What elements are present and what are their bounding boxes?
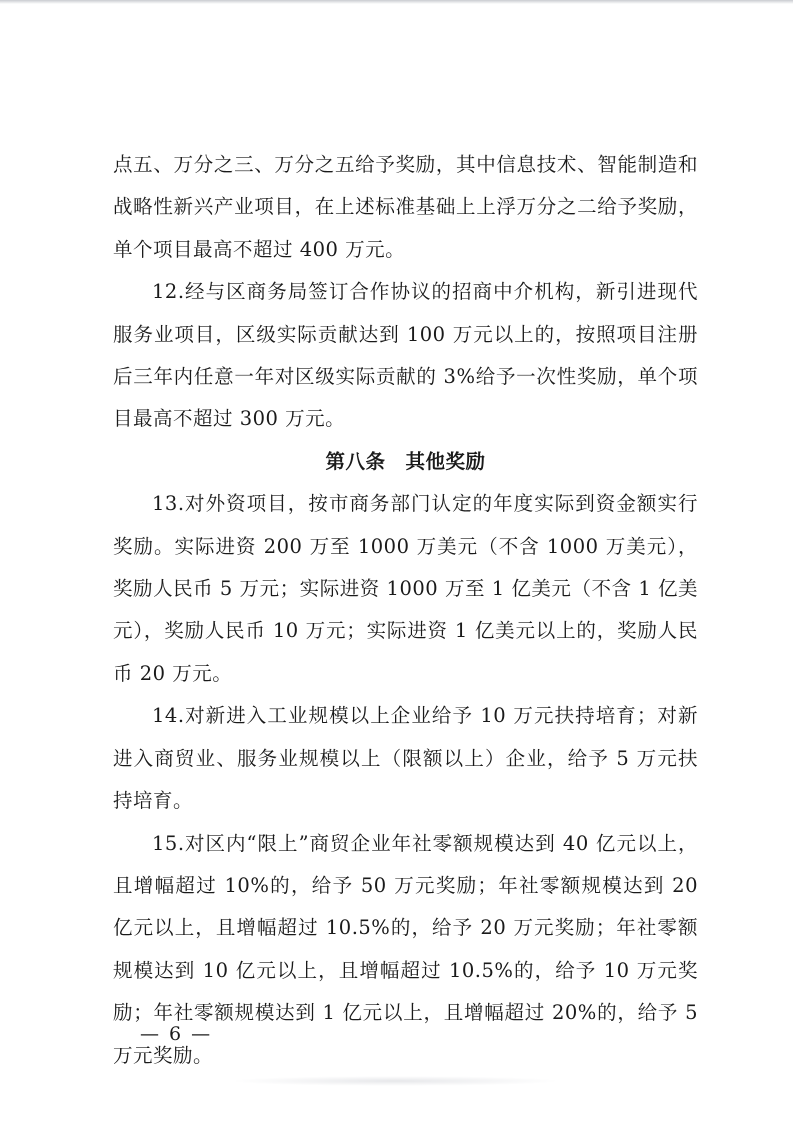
paragraph-item-14: 14.对新进入工业规模以上企业给予 10 万元扶持培育；对新进入商贸业、服务业规模以上（限额以上）企业，给予 5 万元扶持培育。	[113, 704, 698, 813]
scan-artifact	[230, 1076, 560, 1086]
paragraph-item-12: 12.经与区商务局签订合作协议的招商中介机构，新引进现代服务业项目，区级实际贡献达到 100 万元以上的，按照项目注册后三年内任意一年对区级实际贡献的 3%给予一次性奖励，单个项目最高不超过 300 万元。	[113, 280, 698, 431]
document-body	[113, 144, 698, 1077]
page-number: — 6 —	[140, 1023, 213, 1045]
paragraph-item-13: 13.对外资项目，按市商务部门认定的年度实际到资金额实行奖励。实际进资 200 万至 1000 万美元（不含 1000 万美元），奖励人民币 5 万元；实际进资 1000 万至 1 亿美元（不含 1 亿美元），奖励人民币 10 万元；实际进资 1 亿美元以上的，奖励人民币 20 万元。	[113, 492, 698, 685]
paragraph-item-15: 15.对区内“限上”商贸企业年社零额规模达到 40 亿元以上，且增幅超过 10%的，给予 50 万元奖励；年社零额规模达到 20 亿元以上，且增幅超过 10.5%的，给予 20 万元奖励；年社零额规模达到 10 亿元以上，且增幅超过 10.5%的，给予 10 万元奖励；年社零额规模达到 1 亿元以上，且增幅超过 20%的，给予 5 万元奖励。	[113, 831, 698, 1067]
paragraph-continuation: 点五、万分之三、万分之五给予奖励，其中信息技术、智能制造和战略性新兴产业项目，在上述标准基础上上浮万分之二给予奖励，单个项目最高不超过 400 万元。	[113, 153, 698, 261]
scan-top-edge	[0, 0, 793, 4]
section-heading-article-8: 第八条 其他奖励	[325, 449, 486, 473]
